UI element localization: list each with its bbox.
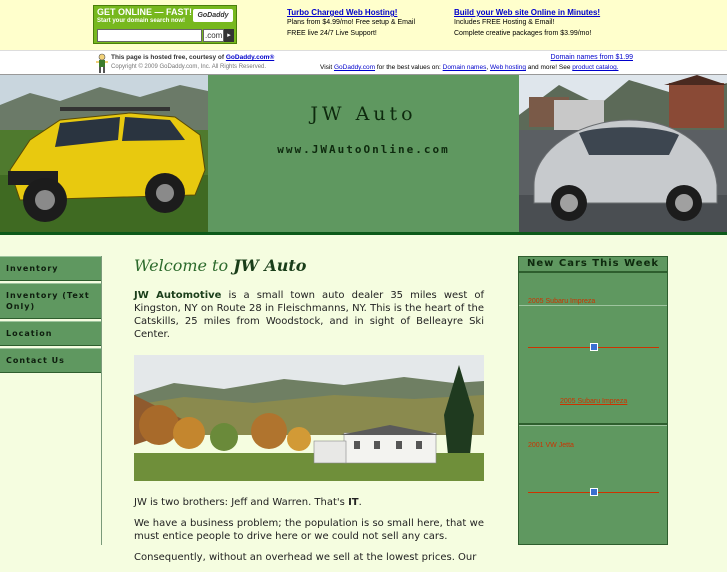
widget-title: GET ONLINE — FAST! <box>97 7 193 17</box>
visit-mid: for the best values on: <box>375 64 443 71</box>
nav-item-contact-us[interactable]: Contact Us <box>0 348 101 373</box>
visit-more: and more! See <box>525 64 573 71</box>
new-cars-panel <box>518 256 668 545</box>
website-builder-ad <box>454 8 600 39</box>
godaddy-guy-icon <box>95 53 109 74</box>
domain-search-input[interactable] <box>97 29 202 42</box>
business-name: JW Automotive <box>134 290 222 301</box>
nav-item-location[interactable]: Location <box>0 321 101 346</box>
site-url: www.JWAutoOnline.com <box>277 143 450 156</box>
brothers-prefix: JW is two brothers: Jeff and Warren. That's <box>134 497 349 508</box>
car-title[interactable]: 2005 Subaru Impreza <box>528 298 596 305</box>
car-thumbnail-icon[interactable] <box>590 488 598 496</box>
banner-divider <box>0 232 727 235</box>
go-button[interactable]: ▸ <box>224 29 234 42</box>
pricing-paragraph: Consequently, without an overhead we sell at the lowest prices. Our <box>134 552 477 563</box>
hosting-ad-line2: FREE live 24/7 Live Support! <box>287 30 377 37</box>
nav-item-inventory-text-only[interactable]: Inventory (Text Only) <box>0 283 101 319</box>
widget-subtitle: Start your domain search now! <box>97 18 186 24</box>
main-content <box>134 256 484 572</box>
site-title: JW Auto <box>310 103 417 125</box>
hosting-ad-line1: Plans from $4.99/mo! Free setup & Email <box>287 19 415 26</box>
godaddy-logo[interactable]: GoDaddy <box>193 9 233 22</box>
welcome-heading <box>134 256 484 275</box>
new-cars-title: New Cars This Week <box>519 257 667 273</box>
hosted-prefix: This page is hosted free, courtesy of <box>111 54 226 61</box>
domain-names-link[interactable]: Domain names <box>442 64 487 71</box>
yellow-suv-photo <box>0 75 208 233</box>
godaddy-link[interactable]: GoDaddy.com® <box>225 54 275 61</box>
visit-line: Visit GoDaddy.com for the best values on: Domain names, Web hosting and more! See product catalog. <box>320 64 619 71</box>
website-builder-ad-link[interactable]: Build your Web site Online in Minutes! <box>454 8 601 17</box>
hosting-ad <box>287 8 415 39</box>
product-catalog-link[interactable]: product catalog. <box>572 64 619 71</box>
hosted-by-bar <box>0 50 727 75</box>
brothers-bold: IT <box>348 497 359 508</box>
header-banner <box>0 75 727 233</box>
car-link[interactable]: 2005 Subaru Impreza <box>560 398 628 405</box>
website-builder-ad-line2: Complete creative packages from $3.99/mo! <box>454 30 592 37</box>
silver-beetle-photo <box>519 75 727 233</box>
ad-bar <box>0 0 727 50</box>
brothers-paragraph <box>134 496 484 509</box>
intro-text: is a small town auto dealer 35 miles west of Kingston, NY on Route 28 in Fleischmanns, NY. This is the heart of the Catskills, 25 miles from Woodstock, and in sight of Belleayre Ski Center. <box>134 290 484 340</box>
domain-search-widget <box>93 5 237 44</box>
car-title[interactable]: 2001 VW Jetta <box>528 442 574 449</box>
car-listing <box>519 298 667 425</box>
tld-select[interactable]: .com <box>205 31 223 40</box>
welcome-prefix: Welcome to <box>134 256 234 275</box>
farmhouse-photo <box>134 355 484 481</box>
domain-deal-link[interactable]: Domain names from $1.99 <box>550 54 633 61</box>
website-builder-ad-line1: Includes FREE Hosting & Email! <box>454 19 555 26</box>
hosted-notice <box>111 54 274 61</box>
intro-paragraph <box>134 289 484 341</box>
copyright: Copyright © 2009 GoDaddy.com, Inc. All Rights Reserved. <box>111 64 267 70</box>
web-hosting-link[interactable]: Web hosting <box>489 64 526 71</box>
brothers-suffix: . <box>358 497 362 508</box>
visit-godaddy-link[interactable]: GoDaddy.com <box>333 64 376 71</box>
sidebar-nav <box>0 256 102 545</box>
welcome-name: JW Auto <box>233 256 307 275</box>
problem-paragraph: We have a business problem; the population is so small here, that we must entice people to drive here or we could not sell any cars. <box>134 518 484 542</box>
car-thumbnail-icon[interactable] <box>590 343 598 351</box>
nav-item-inventory[interactable]: Inventory <box>0 256 101 281</box>
car-listing <box>519 425 667 546</box>
visit-prefix: Visit <box>320 64 334 71</box>
hosting-ad-link[interactable]: Turbo Charged Web Hosting! <box>287 8 398 17</box>
